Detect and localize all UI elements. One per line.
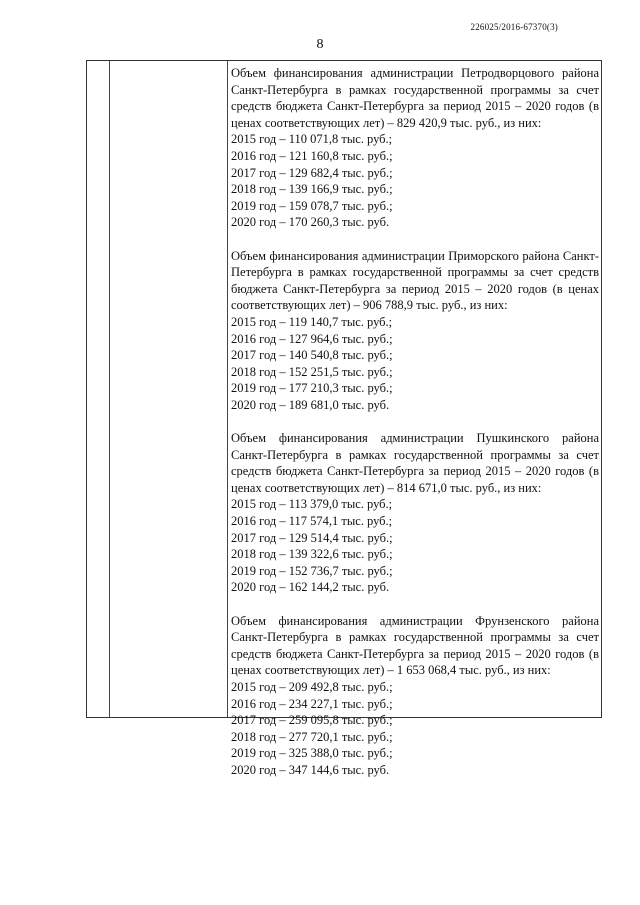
page-number: 8 xyxy=(316,37,324,52)
funding-year-line: 2016 год – 121 160,8 тыс. руб.; xyxy=(231,148,393,163)
funding-year-line: 2019 год – 159 078,7 тыс. руб.; xyxy=(231,198,393,213)
funding-table xyxy=(86,60,602,777)
funding-intro: Объем финансирования администрации Фрунзенского района Санкт-Петербурга в рамках государственной программы за счет средств бюджета Санкт-Петербурга за период 2015 – 2020 годов (в ценах соответствующих лет) – 1 653 068,4 тыс. руб., из них: xyxy=(231,613,599,678)
funding-year-line: 2015 год – 113 379,0 тыс. руб.; xyxy=(231,497,393,512)
funding-year-line: 2016 год – 117 574,1 тыс. руб.; xyxy=(231,514,393,529)
document-id: 226025/2016-67370(3) xyxy=(470,22,558,32)
funding-year-line: 2017 год – 129 682,4 тыс. руб.; xyxy=(231,165,393,180)
funding-year-line: 2017 год – 259 095,8 тыс. руб.; xyxy=(231,713,393,728)
funding-year-line: 2019 год – 325 388,0 тыс. руб.; xyxy=(231,746,393,761)
column-divider-2 xyxy=(227,61,228,717)
column-divider-1 xyxy=(109,61,110,717)
funding-year-line: 2017 год – 129 514,4 тыс. руб.; xyxy=(231,530,393,545)
funding-block-primorsky xyxy=(231,248,599,414)
funding-block-frunzensky xyxy=(231,613,599,779)
funding-year-line: 2019 год – 152 736,7 тыс. руб.; xyxy=(231,563,393,578)
funding-cell xyxy=(231,65,599,795)
funding-year-line: 2015 год – 110 071,8 тыс. руб.; xyxy=(231,132,393,147)
funding-intro: Объем финансирования администрации Пушкинского района Санкт-Петербурга в рамках государственной программы за счет средств бюджета Санкт-Петербурга за период 2015 – 2020 годов (в ценах соответствующих лет) – 814 671,0 тыс. руб., из них: xyxy=(231,431,599,495)
funding-block-petrodvortsovy xyxy=(231,65,599,231)
funding-year-line: 2020 год – 170 260,3 тыс. руб. xyxy=(231,215,390,230)
funding-year-line: 2019 год – 177 210,3 тыс. руб.; xyxy=(231,381,393,396)
funding-year-line: 2018 год – 152 251,5 тыс. руб.; xyxy=(231,364,393,379)
funding-year-line: 2020 год – 189 681,0 тыс. руб. xyxy=(231,397,390,412)
funding-intro: Объем финансирования администрации Приморского района Санкт-Петербурга в рамках государственной программы за счет средств бюджета Санкт-Петербурга за период 2015 – 2020 годов (в ценах соответствующих лет) – 906 788,9 тыс. руб., из них: xyxy=(231,248,599,313)
funding-year-line: 2015 год – 119 140,7 тыс. руб.; xyxy=(231,314,393,329)
funding-year-line: 2020 год – 162 144,2 тыс. руб. xyxy=(231,580,390,595)
funding-year-line: 2018 год – 139 322,6 тыс. руб.; xyxy=(231,547,393,562)
funding-year-line: 2018 год – 277 720,1 тыс. руб.; xyxy=(231,729,393,744)
funding-year-line: 2020 год – 347 144,6 тыс. руб. xyxy=(231,762,390,777)
funding-year-line: 2017 год – 140 540,8 тыс. руб.; xyxy=(231,348,393,363)
funding-year-line: 2015 год – 209 492,8 тыс. руб.; xyxy=(231,679,393,694)
funding-year-line: 2018 год – 139 166,9 тыс. руб.; xyxy=(231,182,393,197)
funding-year-line: 2016 год – 234 227,1 тыс. руб.; xyxy=(231,696,393,711)
funding-year-line: 2016 год – 127 964,6 тыс. руб.; xyxy=(231,331,393,346)
funding-intro: Объем финансирования администрации Петродворцового района Санкт-Петербурга в рамках государственной программы за счет средств бюджета Санкт-Петербурга за период 2015 – 2020 годов (в ценах соответствующих лет) – 829 420,9 тыс. руб., из них: xyxy=(231,66,599,130)
funding-block-pushkinsky xyxy=(231,430,599,596)
